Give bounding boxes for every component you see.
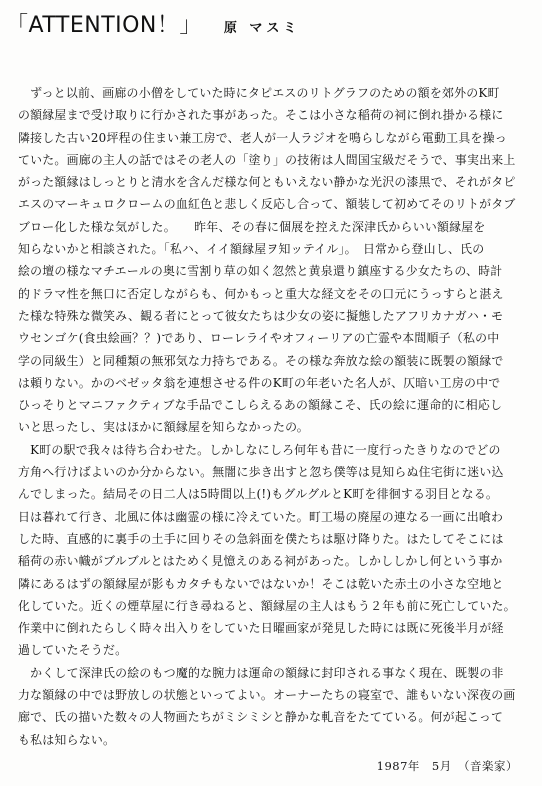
text-line: 隣にあるはずの額縁屋が影もカタチもないではないか！そこは乾いた赤土の小さな空地と xyxy=(18,576,504,591)
article-body xyxy=(18,82,532,751)
text-line: んでしまった。結局その日二人は5時間以上(!)もグルグルとK町を徘徊する羽目となる。 xyxy=(18,487,499,502)
text-line: ずっと以前、画廊の小僧をしていた時にタピエスのリトグラフのための額を郊外のK町 xyxy=(18,86,500,100)
text-line: エスのマーキュロクロームの血紅色と悲しく反応し合って、額装して初めてそのリトがタブ xyxy=(18,197,516,212)
text-line: 隣接した古い20坪程の住まい兼工房で、老人が一人ラジオを鳴らしながら電動工具を操っ xyxy=(18,130,507,145)
text-line: 的ドラマ性を無口に否定しながらも、何かもっと重大な経文をその口元にうっすらと湛え xyxy=(18,286,504,301)
text-line: は頼りない。かのベゼッタ翁を連想させる件のK町の年老いた名人が、仄暗い工房の中で xyxy=(18,375,501,390)
text-line: 学の同級生）と同種類の無邪気な力持ちである。その様な奔放な絵の額装に既製の額縁で xyxy=(18,353,504,368)
text-line: K町の駅で我々は待ち合わせた。しかしなにしろ何年も昔に一度行ったきりなのでどの xyxy=(18,442,501,457)
text-line: 日は暮れて行き、北風に体は幽霊の様に冷えていた。町工場の廃屋の連なる一画に出喰わ xyxy=(18,509,504,524)
text-line: 化していた。近くの煙草屋に行き尋ねると、額縁屋の主人はもう２年も前に死亡していた。 xyxy=(18,598,516,613)
text-line: も私は知らない。 xyxy=(18,732,116,747)
text-line: た様な特殊な微笑み、観る者にとって彼女たちは少女の姿に擬態したアフリカナガハ・モ xyxy=(18,308,504,323)
text-line: ひっそりとマニファクティブな手品でこしらえるあの額縁こそ、氏の絵に運命的に相応し xyxy=(18,398,503,413)
text-line: 廊で、氏の描いた数々の人物画たちがミシミシと静かな軋音をたてている。何が起こって xyxy=(18,710,504,725)
text-line: 知らないかと相談された。「私ハ、イイ額縁屋ヲ知ッテイル」。 日常から登山し、氏の xyxy=(18,242,485,257)
date-signature: 1987年 5月 （音楽家） xyxy=(376,759,518,773)
text-line: かくして深津氏の絵のもつ魔的な腕力は運命の額縁に封印される事なく現在、既製の非 xyxy=(18,665,504,680)
text-line: ウセンゴケ(食虫絵画？？)であり、ローレライやオフィーリアの亡霊や本間順子（私の中 xyxy=(18,331,500,346)
text-line: 過していたそうだ。 xyxy=(18,643,128,658)
paragraph-2 xyxy=(18,439,532,662)
text-line: いと思ったし、実はほかに額縁屋を知らなかったの。 xyxy=(18,420,309,435)
text-line: ていた。画廊の主人の話ではその老人の「塗り」の技術は人間国宝級だそうで、事実出来上 xyxy=(18,152,516,167)
text-line: 作業中に倒れたらしく時々出入りをしていた日曜画家が発見した時には既に死後半月が経 xyxy=(18,621,504,636)
paragraph-1 xyxy=(18,82,532,439)
text-line: した時、直感的に裏手の土手に回りその急斜面を僕たちは駆け降りた。はたしてそこには xyxy=(18,531,504,546)
text-line: の額縁屋まで受け取りに行かされた事があった。そこは小さな稲荷の祠に倒れ掛かる様に xyxy=(18,108,504,123)
article-header xyxy=(6,8,300,38)
text-line: 稲荷の赤い幟がブルブルとはためく見憶えのある祠があった。しかししかし何という事か xyxy=(18,554,503,569)
text-line: ブロー化した様な気がした。 昨年、その春に個展を控えた深津氏からいい額縁屋を xyxy=(18,219,486,234)
text-line: がった額縁はしっとりと清水を含んだ様な何ともいえない静かな光沢の漆黒で、それがタピ xyxy=(18,175,516,190)
author-name: 原 マスミ xyxy=(223,21,301,36)
text-line: 絵の壇の様なマチエールの奥に雪割り草の如く忽然と黄泉還り鎮座する少女たちの、時計 xyxy=(18,264,503,279)
text-line: 方角へ行けばよいのか分からない。無闇に歩き出すと忽ち僕等は見知らぬ住宅街に迷い込 xyxy=(18,465,504,480)
paragraph-3 xyxy=(18,662,532,751)
text-line: 力な額縁の中では野放しの状態といってよい。オーナーたちの寝室で、誰もいない深夜の画 xyxy=(18,688,516,703)
article-title: 「ATTENTION！」 xyxy=(6,13,202,38)
